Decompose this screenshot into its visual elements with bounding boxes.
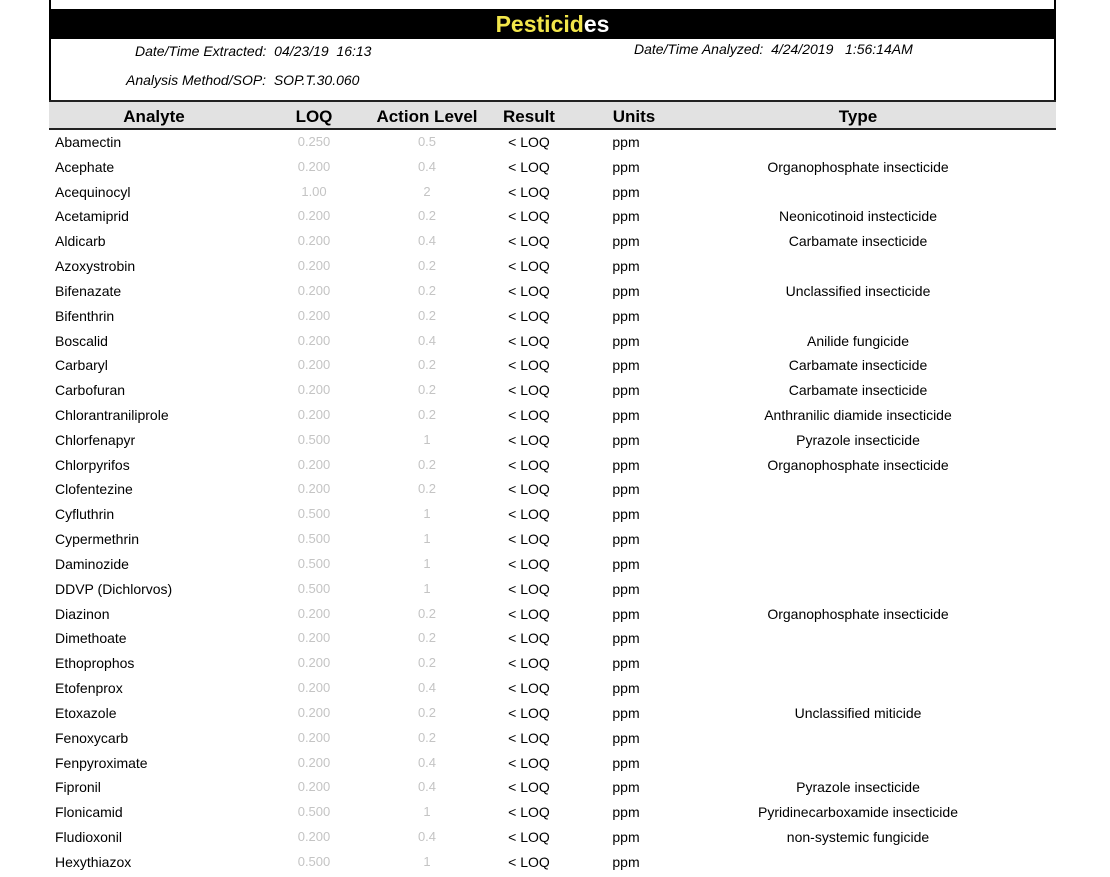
loq-cell: 0.200 [297,307,331,323]
col-header-loq: LOQ [295,107,333,126]
loq-cell: 0.200 [297,481,331,497]
result-cell: < LOQ [508,307,550,324]
table-row [49,204,1056,228]
table-row [49,329,1056,353]
units-cell: ppm [612,183,640,200]
loq-cell: 0.200 [297,357,331,373]
result-cell: < LOQ [508,580,550,597]
analyte-cell: Chlorfenapyr [55,431,136,448]
result-cell: < LOQ [508,258,550,275]
loq-cell: 0.200 [297,729,331,745]
type-cell: Organophosphate insecticide [767,158,949,175]
analyte-cell: Hexythiazox [55,853,132,870]
analyte-cell: Acetamiprid [55,208,129,225]
result-cell: < LOQ [508,233,550,250]
result-cell: < LOQ [508,555,550,572]
table-row [49,800,1056,824]
result-cell: < LOQ [508,282,550,299]
analyte-cell: Carbofuran [55,382,126,399]
table-row [49,527,1056,551]
result-cell: < LOQ [508,853,550,870]
analyte-cell: Acequinocyl [55,183,131,200]
analyte-cell: Chlorantraniliprole [55,407,169,424]
action-level-cell: 1 [423,506,431,522]
table-row [49,130,1056,154]
result-cell: < LOQ [508,754,550,771]
units-cell: ppm [612,555,640,572]
col-header-analyte: Analyte [123,107,185,126]
type-cell: Carbamate insecticide [788,233,928,250]
action-level-cell: 0.4 [417,158,437,174]
table-row [49,602,1056,626]
loq-cell: 0.200 [297,282,331,298]
result-cell: < LOQ [508,704,550,721]
result-cell: < LOQ [508,605,550,622]
analyte-cell: Ethoprophos [55,655,135,672]
loq-cell: 0.200 [297,605,331,621]
table-row [49,428,1056,452]
units-cell: ppm [612,828,640,845]
type-cell: Unclassified insecticide [785,282,931,299]
units-cell: ppm [612,158,640,175]
action-level-cell: 1 [423,804,431,820]
loq-cell: 0.200 [297,754,331,770]
analyte-cell: Etoxazole [55,704,117,721]
loq-cell: 0.200 [297,779,331,795]
loq-cell: 0.200 [297,630,331,646]
result-cell: < LOQ [508,382,550,399]
analyte-cell: Clofentezine [55,481,133,498]
units-cell: ppm [612,506,640,523]
analyte-cell: DDVP (Dichlorvos) [55,580,173,597]
result-cell: < LOQ [508,680,550,697]
col-header-action-level: Action Level [376,107,478,126]
units-cell: ppm [612,357,640,374]
analyte-cell: Carbaryl [55,357,108,374]
analyzed-value: 4/24/2019 1:56:14AM [771,41,913,57]
result-cell: < LOQ [508,729,550,746]
analyte-cell: Fenpyroximate [55,754,148,771]
action-level-cell: 0.4 [417,680,437,696]
result-cell: < LOQ [508,506,550,523]
analyte-cell: Fenoxycarb [55,729,129,746]
units-cell: ppm [612,456,640,473]
units-cell: ppm [612,282,640,299]
action-level-cell: 0.2 [417,407,437,423]
action-level-cell: 0.2 [417,481,437,497]
loq-cell: 0.500 [297,555,331,571]
units-cell: ppm [612,307,640,324]
result-cell: < LOQ [508,357,550,374]
loq-cell: 0.200 [297,828,331,844]
action-level-cell: 0.2 [417,729,437,745]
section-title-rest: es [583,11,610,37]
units-cell: ppm [612,580,640,597]
units-cell: ppm [612,655,640,672]
table-row [49,279,1056,303]
action-level-cell: 1 [423,531,431,547]
analyzed-label: Date/Time Analyzed: [634,41,764,57]
loq-cell: 0.200 [297,655,331,671]
table-row [49,378,1056,402]
analyte-cell: Azoxystrobin [55,258,136,275]
units-cell: ppm [612,704,640,721]
units-cell: ppm [612,481,640,498]
action-level-cell: 0.4 [417,332,437,348]
type-cell: Organophosphate insecticide [767,605,949,622]
result-cell: < LOQ [508,456,550,473]
analyte-cell: Acephate [55,158,115,175]
loq-cell: 0.500 [297,804,331,820]
result-cell: < LOQ [508,407,550,424]
units-cell: ppm [612,258,640,275]
analyte-cell: Dimethoate [55,630,127,647]
table-row [49,775,1056,799]
table-row [49,155,1056,179]
action-level-cell: 0.2 [417,282,437,298]
result-cell: < LOQ [508,828,550,845]
table-row [49,825,1056,849]
result-cell: < LOQ [508,481,550,498]
units-cell: ppm [612,233,640,250]
action-level-cell: 0.2 [417,655,437,671]
result-cell: < LOQ [508,134,550,150]
units-cell: ppm [612,630,640,647]
type-cell: Pyrazole insecticide [796,431,920,448]
section-title-highlight: Pesticid [495,11,584,37]
table-row [49,751,1056,775]
action-level-cell: 0.4 [417,828,437,844]
action-level-cell: 0.4 [417,233,437,249]
table-row [49,651,1056,675]
action-level-cell: 0.5 [417,134,437,149]
loq-cell: 0.250 [297,134,331,149]
table-row [49,304,1056,328]
col-header-result: Result [503,107,555,126]
table-row [49,676,1056,700]
loq-cell: 0.200 [297,704,331,720]
action-level-cell: 0.4 [417,779,437,795]
loq-cell: 0.200 [297,158,331,174]
action-level-cell: 0.2 [417,605,437,621]
type-cell: Carbamate insecticide [788,382,928,399]
result-cell: < LOQ [508,655,550,672]
result-cell: < LOQ [508,158,550,175]
loq-cell: 0.200 [297,332,331,348]
action-level-cell: 1 [423,580,431,596]
loq-cell: 0.200 [297,208,331,224]
loq-cell: 0.500 [297,580,331,596]
analyte-cell: Abamectin [55,134,122,150]
action-level-cell: 0.2 [417,630,437,646]
result-cell: < LOQ [508,431,550,448]
table-row [49,477,1056,501]
analyte-cell: Daminozide [55,555,129,572]
units-cell: ppm [612,531,640,548]
table-row [49,850,1056,874]
loq-cell: 0.200 [297,680,331,696]
type-cell: Neonicotinoid instecticide [779,208,937,225]
action-level-cell: 1 [423,431,431,447]
units-cell: ppm [612,853,640,870]
extracted-label: Date/Time Extracted: [135,43,267,59]
analyzed-datetime [634,41,913,57]
units-cell: ppm [612,208,640,225]
loq-cell: 0.500 [297,431,331,447]
analyte-cell: Fipronil [55,779,101,796]
action-level-cell: 0.2 [417,357,437,373]
loq-cell: 0.200 [297,407,331,423]
table-row [49,552,1056,576]
result-cell: < LOQ [508,531,550,548]
table-row [49,502,1056,526]
action-level-cell: 1 [423,555,431,571]
section-title [496,11,610,37]
table-row [49,577,1056,601]
type-cell: Pyridinecarboxamide insecticide [758,804,958,821]
action-level-cell: 0.2 [417,382,437,398]
analyte-cell: Flonicamid [55,804,123,821]
type-cell: Anthranilic diamide insecticide [764,407,952,424]
loq-cell: 0.200 [297,382,331,398]
analyte-cell: Fludioxonil [55,828,122,845]
table-row [49,254,1056,278]
result-cell: < LOQ [508,630,550,647]
units-cell: ppm [612,407,640,424]
loq-cell: 1.00 [301,183,327,199]
method-label: Analysis Method/SOP: [126,72,267,88]
type-cell: non-systemic fungicide [786,828,930,845]
action-level-cell: 0.2 [417,258,437,274]
units-cell: ppm [612,382,640,399]
result-cell: < LOQ [508,779,550,796]
table-row [49,403,1056,427]
action-level-cell: 0.2 [417,456,437,472]
units-cell: ppm [612,332,640,349]
analyte-cell: Cypermethrin [55,531,140,548]
extracted-value: 04/23/19 16:13 [274,43,372,59]
result-cell: < LOQ [508,208,550,225]
table-row [49,353,1056,377]
result-cell: < LOQ [508,332,550,349]
units-cell: ppm [612,134,640,150]
units-cell: ppm [612,804,640,821]
action-level-cell: 0.2 [417,704,437,720]
action-level-cell: 1 [423,853,431,869]
action-level-cell: 0.2 [417,307,437,323]
action-level-cell: 0.4 [417,754,437,770]
analyte-cell: Bifenazate [55,282,122,299]
loq-cell: 0.500 [297,853,331,869]
type-cell: Organophosphate insecticide [767,456,949,473]
analysis-method [126,72,359,88]
units-cell: ppm [612,605,640,622]
loq-cell: 0.200 [297,456,331,472]
table-header [49,100,1056,130]
table-row [49,626,1056,650]
col-header-units: Units [612,107,656,126]
units-cell: ppm [612,754,640,771]
table-row [49,701,1056,725]
method-value: SOP.T.30.060 [273,72,360,88]
units-cell: ppm [612,431,640,448]
type-cell: Pyrazole insecticide [796,779,920,796]
table-row [49,726,1056,750]
loq-cell: 0.500 [297,506,331,522]
table-row [49,229,1056,253]
units-cell: ppm [612,729,640,746]
table-row [49,453,1056,477]
analyte-cell: Bifenthrin [55,307,115,324]
result-cell: < LOQ [508,183,550,200]
loq-cell: 0.500 [297,531,331,547]
result-cell: < LOQ [508,804,550,821]
units-cell: ppm [612,779,640,796]
extracted-datetime [135,43,371,59]
analyte-cell: Diazinon [55,605,110,622]
analyte-cell: Cyfluthrin [55,506,115,523]
action-level-cell: 2 [423,183,431,199]
type-cell: Carbamate insecticide [788,357,928,374]
type-cell: Unclassified miticide [794,704,922,721]
units-cell: ppm [612,680,640,697]
type-cell: Anilide fungicide [807,332,909,349]
analyte-cell: Boscalid [55,332,108,349]
loq-cell: 0.200 [297,233,331,249]
table-row [49,180,1056,204]
section-title-bar [49,9,1056,39]
action-level-cell: 0.2 [417,208,437,224]
loq-cell: 0.200 [297,258,331,274]
analyte-cell: Etofenprox [55,680,123,697]
col-header-type: Type [838,107,878,126]
analyte-cell: Chlorpyrifos [55,456,130,473]
analyte-cell: Aldicarb [55,233,106,250]
